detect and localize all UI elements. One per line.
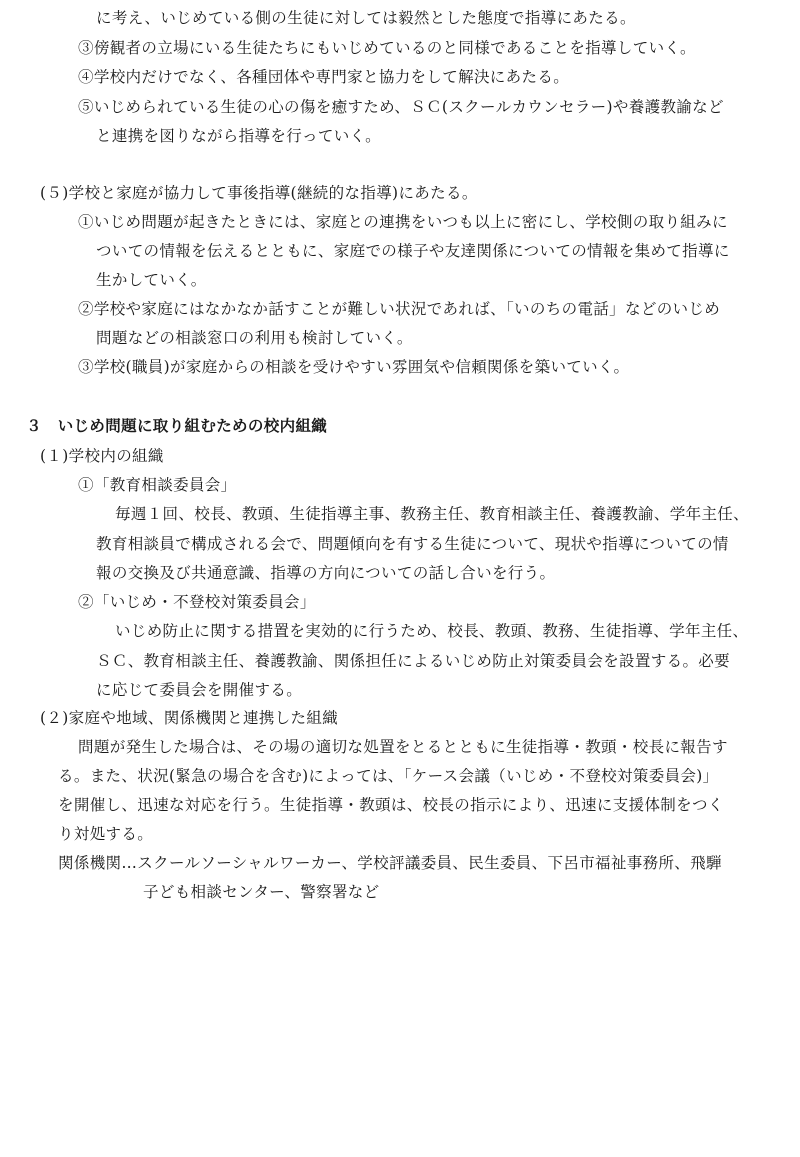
list-item-2-continued: 問題などの相談窓口の利用も検討していく。 <box>96 329 413 347</box>
list-item-1: ①いじめ問題が起きたときには、家庭との連携をいつも以上に密にし、学校側の取り組みに <box>78 213 728 231</box>
subsection-heading-5: (５)学校と家庭が協力して事後指導(継続的な指導)にあたる。 <box>40 184 478 202</box>
committee-description: 教育相談員で構成される会で、問題傾向を有する生徒について、現状や指導についての情 <box>96 535 729 553</box>
continued-text-line: に考え、いじめている側の生徒に対しては毅然とした態度で指導にあたる。 <box>96 9 636 27</box>
committee-description: に応じて委員会を開催する。 <box>96 681 303 699</box>
list-item-1-continued: ついての情報を伝えるとともに、家庭での様子や友達関係についての情報を集めて指導に <box>96 242 730 260</box>
section-heading-3: ３ いじめ問題に取り組むための校内組織 <box>26 417 328 435</box>
list-item-5-continued: と連携を図りながら指導を行っていく。 <box>96 127 381 145</box>
list-item-5: ⑤いじめられている生徒の心の傷を癒すため、ＳＣ(スクールカウンセラー)や養護教諭など <box>78 98 724 116</box>
paragraph-line: を開催し、迅速な対応を行う。生徒指導・教頭は、校長の指示により、迅速に支援体制をつく <box>58 796 724 814</box>
paragraph-line: り対処する。 <box>58 825 154 843</box>
committee-description: ＳＣ、教育相談主任、養護教諭、関係担任によるいじめ防止対策委員会を設置する。必要 <box>96 652 731 670</box>
paragraph-line: 問題が発生した場合は、その場の適切な処置をとるとともに生徒指導・教頭・校長に報告す <box>78 738 728 756</box>
committee-description: いじめ防止に関する措置を実効的に行うため、校長、教頭、教務、生徒指導、学年主任、 <box>115 622 749 640</box>
subsection-heading-2: (２)家庭や地域、関係機関と連携した組織 <box>40 709 339 727</box>
committee-title-1: ①「教育相談委員会」 <box>78 476 237 494</box>
committee-title-2: ②「いじめ・不登校対策委員会」 <box>78 593 316 611</box>
subsection-heading-1: (１)学校内の組織 <box>40 447 164 465</box>
committee-description: 毎週１回、校長、教頭、生徒指導主事、教務主任、教育相談主任、養護教諭、学年主任、 <box>115 505 750 523</box>
list-item-3: ③傍観者の立場にいる生徒たちにもいじめているのと同様であることを指導していく。 <box>78 39 696 57</box>
paragraph-line: る。また、状況(緊急の場合を含む)によっては、「ケース会議（いじめ・不登校対策委員会)」 <box>58 767 719 785</box>
list-item-1-continued: 生かしていく。 <box>96 271 207 289</box>
list-item-2: ②学校や家庭にはなかなか話すことが難しい状況であれば、「いのちの電話」などのいじめ <box>78 300 721 318</box>
committee-description: 報の交換及び共通意識、指導の方向についての話し合いを行う。 <box>96 564 556 582</box>
list-item-4: ④学校内だけでなく、各種団体や専門家と協力をして解決にあたる。 <box>78 68 570 86</box>
related-organizations: 関係機関…スクールソーシャルワーカー、学校評議委員、民生委員、下呂市福祉事務所、飛騨 <box>58 854 722 872</box>
related-organizations-continued: 子ども相談センター、警察署など <box>143 883 380 901</box>
list-item-3: ③学校(職員)が家庭からの相談を受けやすい雰囲気や信頼関係を築いていく。 <box>78 358 630 376</box>
